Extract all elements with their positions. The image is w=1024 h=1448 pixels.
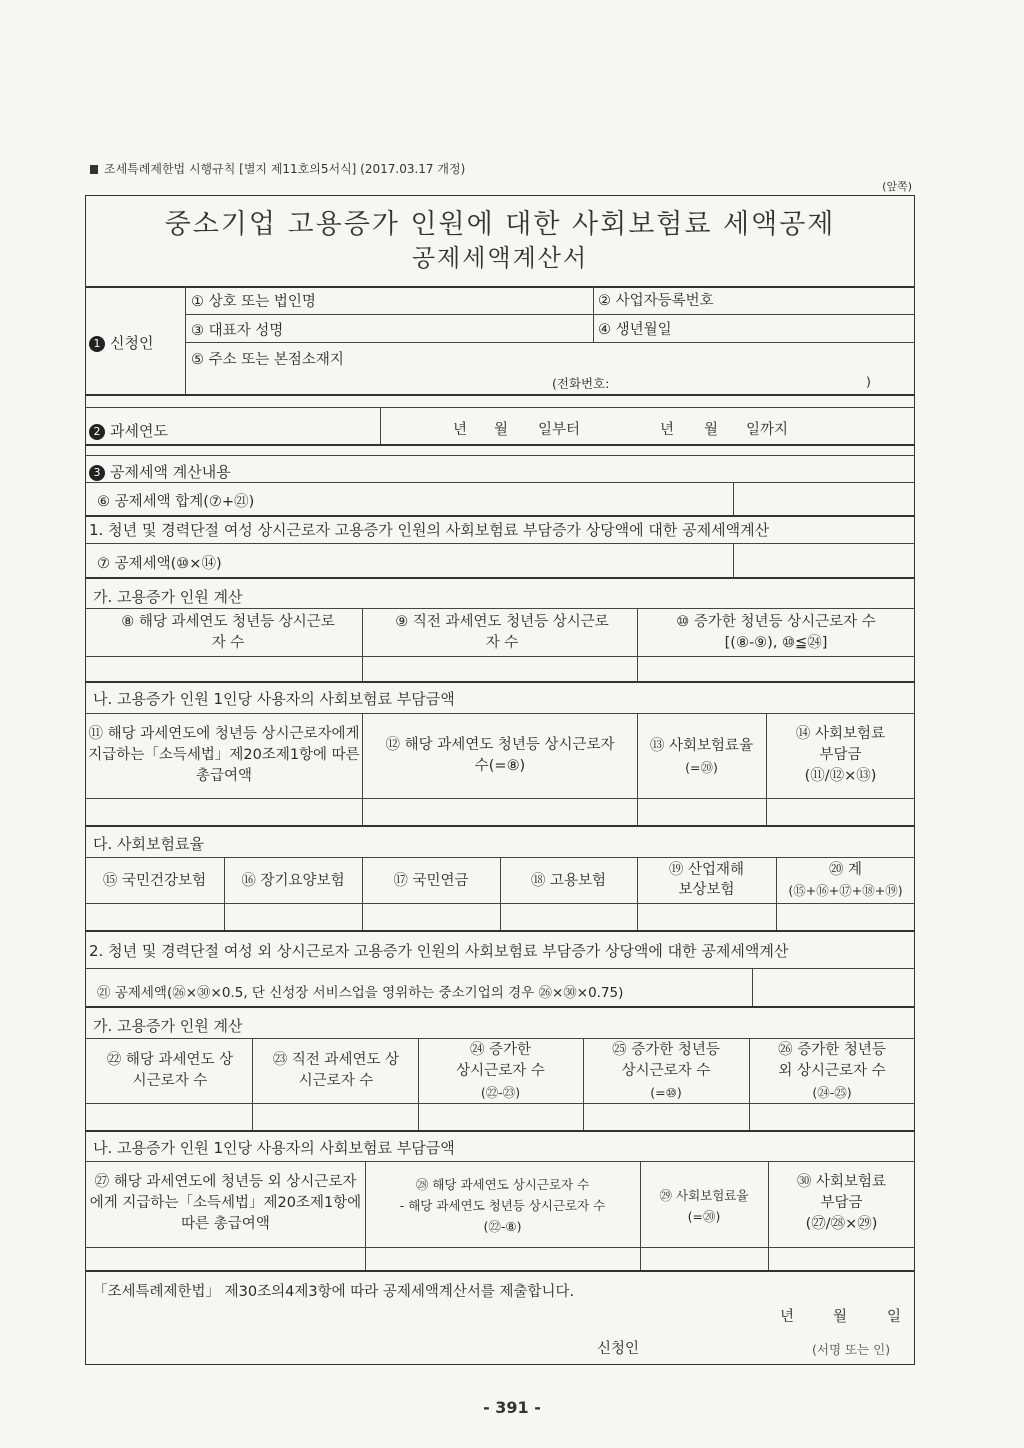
col28-formula: (㉒-⑧)	[483, 1219, 522, 1234]
end-month[interactable]: 월	[704, 422, 719, 438]
sign-month[interactable]: 월	[833, 1309, 848, 1325]
col27-header: ㉗ 해당 과세연도에 청년등 외 상시근로자에게 지급하는「소득세법」제20조제1항에 따른 총급여액	[89, 1174, 362, 1232]
part1-ga-label: 가. 고용증가 인원 계산	[93, 588, 243, 606]
form-reference-text: 조세특례제한법 시행규칙 [별지 제11호의5서식] (2017.03.17 개정)	[104, 162, 466, 176]
part2-title: 2. 청년 및 경력단절 여성 외 상시근로자 고용증가 인원의 사회보험료 부담증가 상당액에 대한 공제세액계산	[89, 942, 789, 960]
submission-statement: 「조세특례제한법」 제30조의4제3항에 따라 공제세액계산서를 제출합니다.	[93, 1284, 575, 1300]
col24-header-2: 상시근로자 수	[456, 1063, 545, 1079]
col17-header: ⑰ 국민연금	[393, 873, 469, 889]
col14-header-2: 부담금	[819, 747, 862, 763]
sign-year[interactable]: 년	[780, 1309, 795, 1325]
col10-formula: [(⑧-⑨), ⑩≦㉔]	[724, 635, 828, 651]
col19-header: ⑲ 산업재해	[668, 862, 745, 878]
col26-header: ㉖ 증가한 청년등	[778, 1042, 886, 1058]
col13-header: ⑬ 사회보험료율	[649, 738, 754, 754]
col29-header: ㉙ 사회보험료율	[659, 1188, 749, 1203]
col30-header-2: 부담금	[820, 1195, 863, 1211]
col26-header-2: 외 상시근로자 수	[778, 1063, 886, 1079]
end-year[interactable]: 년	[660, 422, 675, 438]
col10-header: ⑩ 증가한 청년등 상시근로자 수	[676, 614, 876, 630]
total-credit-label: ⑥ 공제세액 합계(⑦+㉑)	[97, 494, 255, 510]
col9-header: ⑨ 직전 과세연도 청년등 상시근로자 수	[395, 614, 609, 651]
col14-header: ⑭ 사회보험료	[795, 726, 886, 742]
part2-ga-label: 가. 고용증가 인원 계산	[93, 1017, 243, 1035]
col25-formula: (=⑩)	[650, 1085, 682, 1100]
representative-name-field[interactable]: ③ 대표자 성명	[191, 323, 284, 339]
col25-header-2: 상시근로자 수	[621, 1063, 711, 1079]
company-name-field[interactable]: ① 상호 또는 법인명	[191, 294, 316, 310]
col20-formula: (⑮+⑯+⑰+⑱+⑲)	[788, 883, 903, 898]
col18-header: ⑱ 고용보험	[530, 873, 607, 889]
col24-formula: (㉒-㉓)	[480, 1085, 521, 1100]
part1-na-label: 나. 고용증가 인원 1인당 사용자의 사회보험료 부담금액	[93, 690, 455, 708]
col13-formula: (=⑳)	[685, 760, 718, 775]
applicant-label: 신청인	[110, 334, 154, 352]
sign-day[interactable]: 일	[887, 1309, 902, 1325]
phone-label: (전화번호:	[552, 376, 610, 391]
col8-header: ⑧ 해당 과세연도 청년등 상시근로자 수	[121, 614, 335, 651]
applicant-sign-label: 신청인	[597, 1341, 640, 1357]
col28-header-2: - 해당 과세연도 청년등 상시근로자 수	[399, 1198, 606, 1213]
part2-credit-label: ㉑ 공제세액(㉖×㉚×0.5, 단 신성장 서비스업을 영위하는 중소기업의 경우 ㉖×㉚×0.75)	[97, 985, 624, 1001]
col23-header: ㉓ 직전 과세연도 상시근로자 수	[272, 1052, 400, 1089]
col30-header: ㉚ 사회보험료	[796, 1174, 887, 1190]
col24-header: ㉔ 증가한	[469, 1042, 532, 1058]
part1-credit-label: ⑦ 공제세액(⑩×⑭)	[97, 556, 222, 572]
birth-date-field[interactable]: ④ 생년월일	[598, 322, 672, 338]
col28-header: ㉘ 해당 과세연도 상시근로자 수	[415, 1177, 590, 1192]
col19-header-2: 보상보험	[678, 882, 735, 898]
form-reference	[90, 160, 465, 177]
tax-year-label: 과세연도	[110, 422, 168, 440]
front-page-mark: (앞쪽)	[882, 180, 912, 193]
applicant-section-label	[89, 332, 153, 353]
page-number: - 391 -	[483, 1398, 541, 1417]
start-month[interactable]: 월	[494, 422, 509, 438]
calc-section-label	[89, 461, 231, 482]
square-bullet-icon	[90, 165, 98, 174]
signature-field[interactable]: (서명 또는 인)	[812, 1342, 891, 1357]
start-year[interactable]: 년	[453, 422, 468, 438]
col20-header: ⑳ 계	[828, 862, 863, 878]
end-day[interactable]: 일까지	[746, 422, 789, 438]
col22-header: ㉒ 해당 과세연도 상시근로자 수	[106, 1052, 234, 1089]
col16-header: ⑯ 장기요양보험	[241, 873, 345, 889]
col26-formula: (㉔-㉕)	[812, 1085, 852, 1100]
section-number-badge: 2	[89, 424, 105, 440]
col14-formula: (⑪/⑫×⑬)	[804, 768, 877, 784]
section-number-badge: 3	[89, 465, 105, 481]
phone-close: )	[866, 374, 871, 389]
part1-title: 1. 청년 및 경력단절 여성 상시근로자 고용증가 인원의 사회보험료 부담증가 상당액에 대한 공제세액계산	[89, 521, 770, 539]
col12-header: ⑫ 해당 과세연도 청년등 상시근로자 수(=⑧)	[385, 737, 615, 774]
part1-da-label: 다. 사회보험료율	[93, 835, 204, 853]
form-subtitle: 공제세액계산서	[411, 244, 589, 272]
form-title: 중소기업 고용증가 인원에 대한 사회보험료 세액공제	[164, 209, 836, 240]
calc-label: 공제세액 계산내용	[110, 463, 231, 481]
part2-na-label: 나. 고용증가 인원 1인당 사용자의 사회보험료 부담금액	[93, 1139, 455, 1157]
col11-header: ⑪ 해당 과세연도에 청년등 상시근로자에게 지급하는「소득세법」제20조제1항에 따른 총급여액	[88, 726, 360, 784]
start-day[interactable]: 일부터	[538, 422, 581, 438]
col15-header: ⑮ 국민건강보험	[102, 873, 207, 889]
section-number-badge: 1	[89, 336, 105, 352]
col30-formula: (㉗/㉘×㉙)	[805, 1216, 878, 1232]
business-number-field[interactable]: ② 사업자등록번호	[598, 293, 714, 309]
col25-header: ㉕ 증가한 청년등	[612, 1042, 720, 1058]
address-field[interactable]: ⑤ 주소 또는 본점소재지	[191, 352, 344, 368]
tax-year-section-label	[89, 420, 168, 441]
col29-formula: (=⑳)	[687, 1209, 721, 1224]
